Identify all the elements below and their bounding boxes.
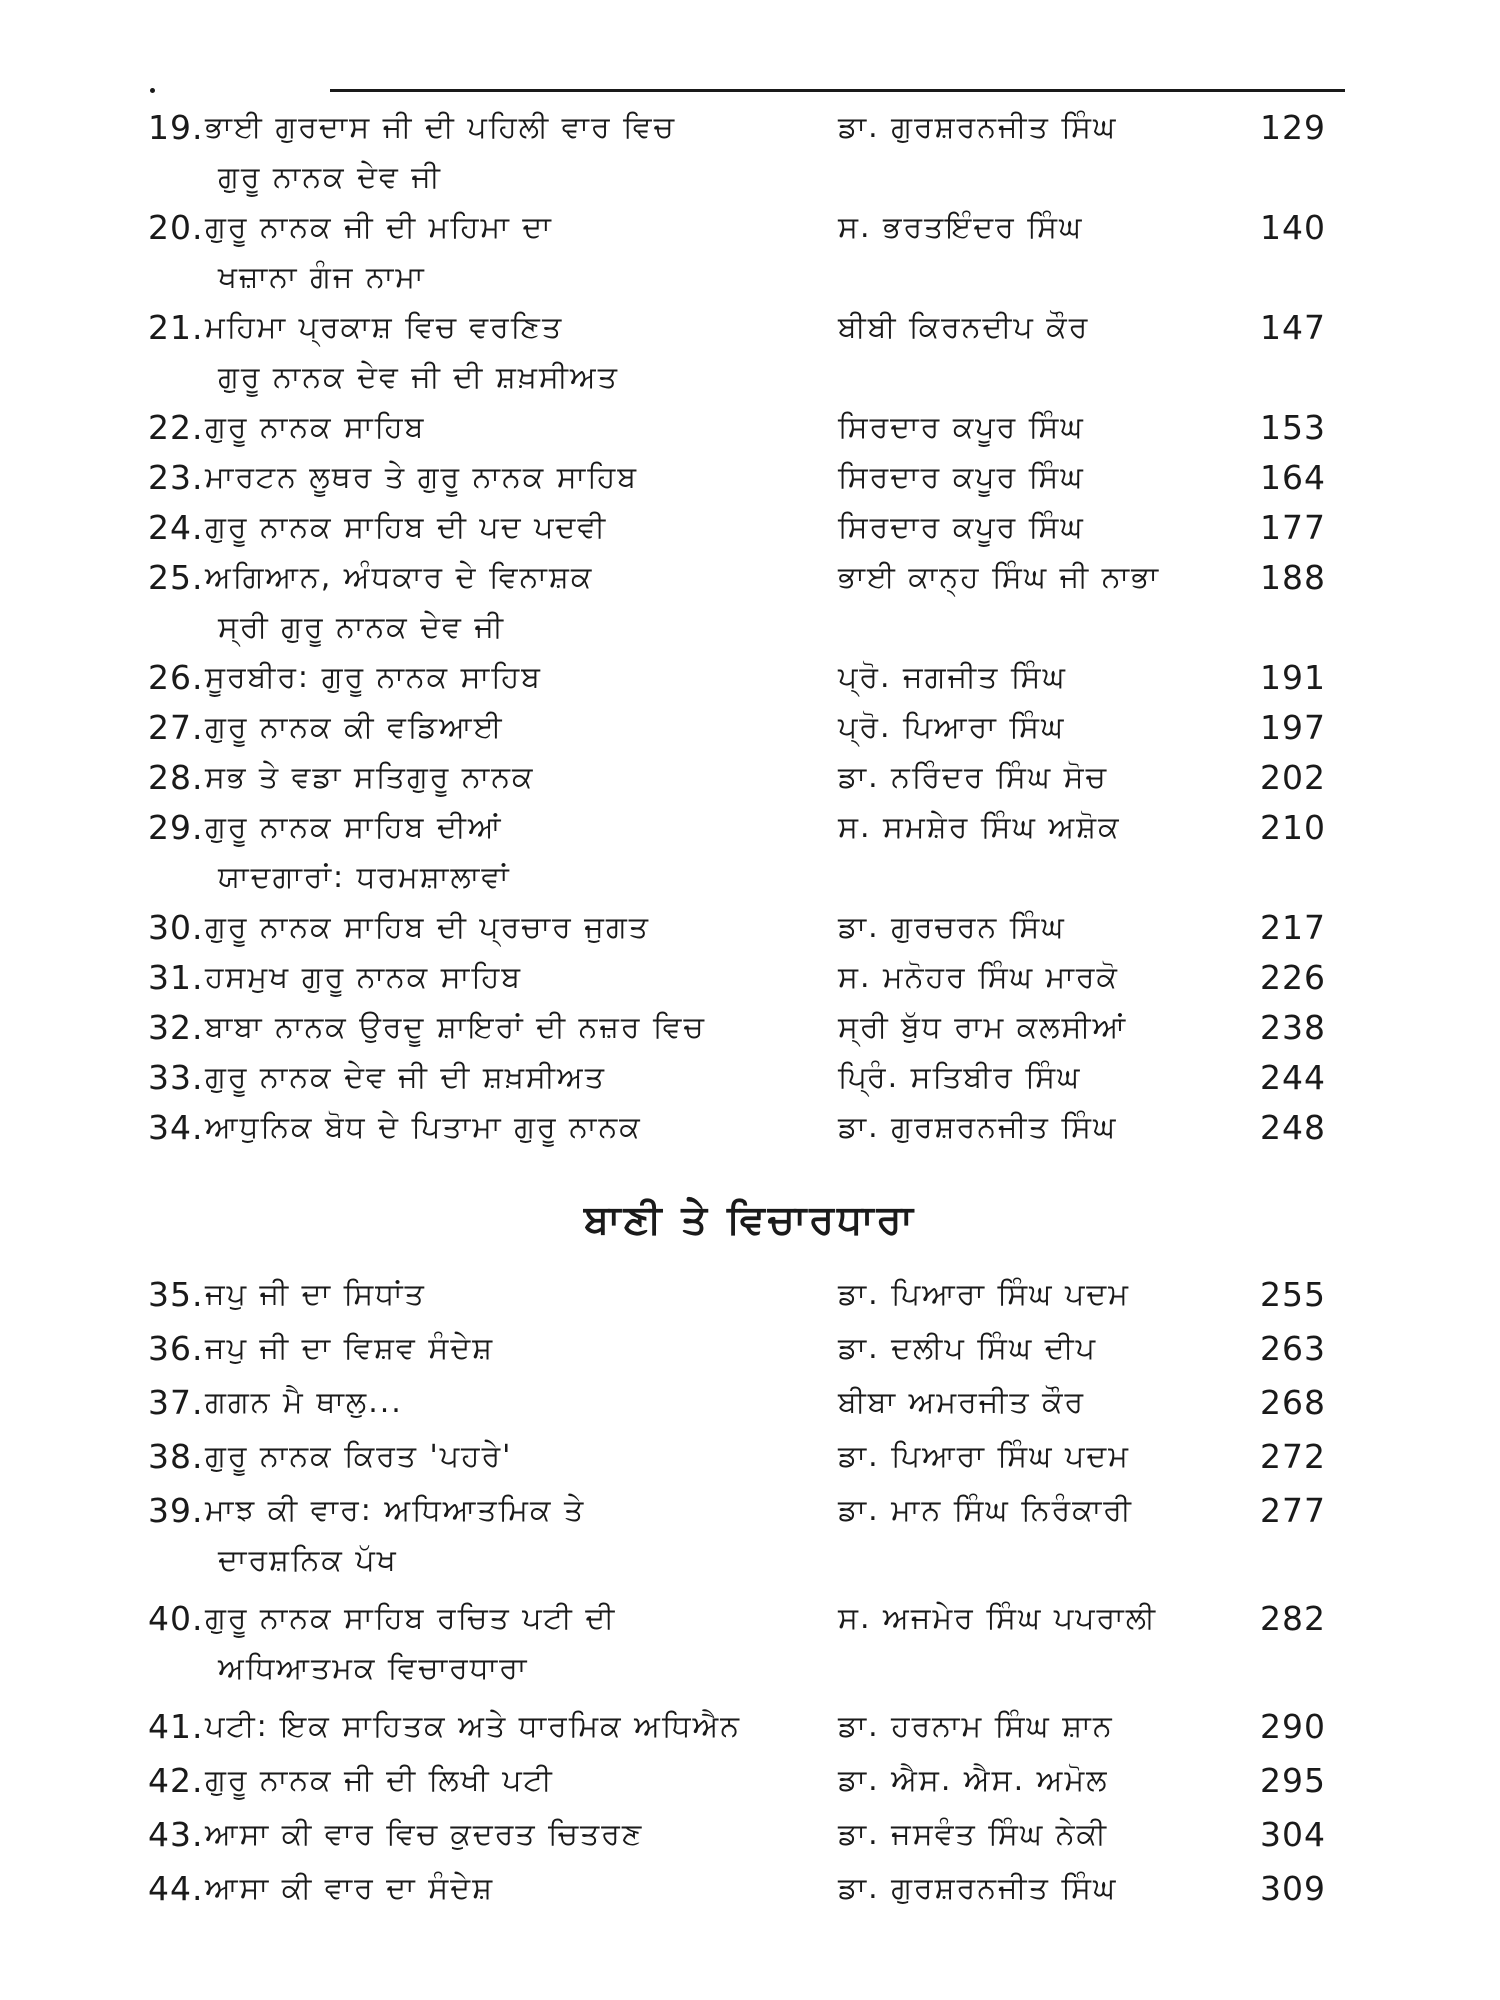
entry-title: ਮਹਿਮਾ ਪ੍ਰਕਾਸ਼ ਵਿਚ ਵਰਣਿਤ [205, 310, 564, 345]
entry-number: 33. [148, 1058, 204, 1097]
entry-number: 44. [148, 1869, 204, 1908]
entry-title: ਆਸਾ ਕੀ ਵਾਰ ਵਿਚ ਕੁਦਰਤ ਚਿਤਰਣ [205, 1817, 644, 1852]
entry-page-number: 244 [1260, 1058, 1326, 1097]
entry-number: 36. [148, 1329, 204, 1368]
toc-entry [0, 753, 1500, 803]
entry-number: 31. [148, 958, 204, 997]
entry-title: ਆਸਾ ਕੀ ਵਾਰ ਦਾ ਸੰਦੇਸ਼ [205, 1871, 495, 1906]
entry-number: 28. [148, 758, 204, 797]
entry-title-continued: ਯਾਦਗਾਰਾਂ: ਧਰਮਸ਼ਾਲਾਵਾਂ [218, 860, 511, 895]
toc-entry [0, 1864, 1500, 1918]
entry-page-number: 164 [1260, 458, 1326, 497]
toc-entry [0, 1810, 1500, 1864]
toc-entry [0, 703, 1500, 753]
entry-author: ਡਾ. ਗੁਰਸ਼ਰਨਜੀਤ ਸਿੰਘ [838, 110, 1118, 145]
entry-title-continued: ਦਾਰਸ਼ਨਿਕ ਪੱਖ [218, 1543, 398, 1578]
entry-author: ਡਾ. ਐਸ. ਐਸ. ਅਮੋਲ [838, 1763, 1109, 1798]
entry-author: ਪ੍ਰੋ. ਪਿਆਰਾ ਸਿੰਘ [838, 710, 1066, 745]
top-rule [330, 89, 1345, 92]
entry-number: 40. [148, 1599, 204, 1638]
entry-author: ਸਿਰਦਾਰ ਕਪੂਰ ਸਿੰਘ [838, 510, 1085, 545]
entry-title: ਮਾਝ ਕੀ ਵਾਰ: ਅਧਿਆਤਮਿਕ ਤੇ [205, 1493, 586, 1528]
entry-page-number: 282 [1260, 1599, 1326, 1638]
toc-entry [0, 1702, 1500, 1756]
entry-title: ਮਾਰਟਨ ਲੂਥਰ ਤੇ ਗੁਰੂ ਨਾਨਕ ਸਾਹਿਬ [205, 460, 639, 495]
entry-title: ਹਸਮੁਖ ਗੁਰੂ ਨਾਨਕ ਸਾਹਿਬ [205, 960, 523, 995]
toc-entry [0, 553, 1500, 653]
entry-page-number: 202 [1260, 758, 1326, 797]
entry-author: ਡਾ. ਪਿਆਰਾ ਸਿੰਘ ਪਦਮ [838, 1439, 1130, 1474]
page-mark [150, 88, 155, 93]
entry-title: ਗੁਰੂ ਨਾਨਕ ਸਾਹਿਬ ਦੀ ਪ੍ਰਚਾਰ ਜੁਗਤ [205, 910, 650, 945]
entry-page-number: 191 [1260, 658, 1326, 697]
entry-number: 38. [148, 1437, 204, 1476]
entry-title: ਸਭ ਤੇ ਵਡਾ ਸਤਿਗੁਰੂ ਨਾਨਕ [205, 760, 535, 795]
entry-author: ਬੀਬਾ ਅਮਰਜੀਤ ਕੌਰ [838, 1385, 1086, 1420]
entry-author: ਡਾ. ਪਿਆਰਾ ਸਿੰਘ ਪਦਮ [838, 1277, 1130, 1312]
entry-title: ਗੁਰੂ ਨਾਨਕ ਸਾਹਿਬ ਰਚਿਤ ਪਟੀ ਦੀ [205, 1601, 617, 1636]
entry-author: ਡਾ. ਦਲੀਪ ਸਿੰਘ ਦੀਪ [838, 1331, 1097, 1366]
entry-author: ਡਾ. ਗੁਰਚਰਨ ਸਿੰਘ [838, 910, 1066, 945]
entry-title: ਗੁਰੂ ਨਾਨਕ ਸਾਹਿਬ ਦੀਆਂ [205, 810, 503, 845]
entry-title: ਗੁਰੂ ਨਾਨਕ ਜੀ ਦੀ ਮਹਿਮਾ ਦਾ [205, 210, 553, 245]
toc-entry [0, 1053, 1500, 1103]
toc-section-1 [0, 103, 1500, 1153]
entry-number: 20. [148, 208, 204, 247]
entry-title: ਗੁਰੂ ਨਾਨਕ ਸਾਹਿਬ [205, 410, 426, 445]
entry-page-number: 226 [1260, 958, 1326, 997]
entry-number: 43. [148, 1815, 204, 1854]
entry-title-continued: ਗੁਰੂ ਨਾਨਕ ਦੇਵ ਜੀ ਦੀ ਸ਼ਖ਼ਸੀਅਤ [218, 360, 619, 395]
entry-page-number: 295 [1260, 1761, 1326, 1800]
entry-author: ਡਾ. ਮਾਨ ਸਿੰਘ ਨਿਰੰਕਾਰੀ [838, 1493, 1133, 1528]
toc-entry [0, 103, 1500, 203]
entry-title-continued: ਖਜ਼ਾਨਾ ਗੰਜ ਨਾਮਾ [218, 260, 426, 295]
entry-page-number: 277 [1260, 1491, 1326, 1530]
entry-page-number: 217 [1260, 908, 1326, 947]
entry-number: 39. [148, 1491, 204, 1530]
entry-page-number: 147 [1260, 308, 1326, 347]
entry-page-number: 238 [1260, 1008, 1326, 1047]
entry-page-number: 140 [1260, 208, 1326, 247]
entry-author: ਭਾਈ ਕਾਨ੍ਹ ਸਿੰਘ ਜੀ ਨਾਭਾ [838, 560, 1161, 595]
entry-page-number: 188 [1260, 558, 1326, 597]
toc-entry [0, 1486, 1500, 1594]
entry-author: ਡਾ. ਗੁਰਸ਼ਰਨਜੀਤ ਸਿੰਘ [838, 1871, 1118, 1906]
entry-number: 23. [148, 458, 204, 497]
entry-number: 21. [148, 308, 204, 347]
toc-entry [0, 453, 1500, 503]
entry-page-number: 129 [1260, 108, 1326, 147]
entry-title: ਗੁਰੂ ਨਾਨਕ ਜੀ ਦੀ ਲਿਖੀ ਪਟੀ [205, 1763, 554, 1798]
entry-page-number: 177 [1260, 508, 1326, 547]
toc-entry [0, 903, 1500, 953]
entry-author: ਸ੍ਰੀ ਬੁੱਧ ਰਾਮ ਕਲਸੀਆਂ [838, 1010, 1128, 1045]
entry-number: 29. [148, 808, 204, 847]
entry-title: ਅਗਿਆਨ, ਅੰਧਕਾਰ ਦੇ ਵਿਨਾਸ਼ਕ [205, 560, 594, 595]
entry-title: ਗੁਰੂ ਨਾਨਕ ਸਾਹਿਬ ਦੀ ਪਦ ਪਦਵੀ [205, 510, 608, 545]
entry-title: ਗਗਨ ਮੈ ਥਾਲੁ... [205, 1385, 403, 1420]
entry-number: 32. [148, 1008, 204, 1047]
entry-author: ਸ. ਭਰਤਇੰਦਰ ਸਿੰਘ [838, 210, 1084, 245]
toc-entry [0, 1270, 1500, 1324]
entry-number: 34. [148, 1108, 204, 1147]
entry-title-continued: ਗੁਰੂ ਨਾਨਕ ਦੇਵ ਜੀ [218, 160, 442, 195]
entry-page-number: 309 [1260, 1869, 1326, 1908]
toc-entry [0, 1594, 1500, 1702]
entry-author: ਡਾ. ਜਸਵੰਤ ਸਿੰਘ ਨੇਕੀ [838, 1817, 1108, 1852]
entry-author: ਪ੍ਰੋ. ਜਗਜੀਤ ਸਿੰਘ [838, 660, 1067, 695]
entry-number: 24. [148, 508, 204, 547]
toc-entry [0, 503, 1500, 553]
entry-number: 42. [148, 1761, 204, 1800]
toc-entry [0, 803, 1500, 903]
entry-page-number: 153 [1260, 408, 1326, 447]
entry-title: ਪਟੀ: ਇਕ ਸਾਹਿਤਕ ਅਤੇ ਧਾਰਮਿਕ ਅਧਿਐਨ [205, 1709, 741, 1744]
entry-title-continued: ਅਧਿਆਤਮਕ ਵਿਚਾਰਧਾਰਾ [218, 1651, 529, 1686]
toc-section-2 [0, 1270, 1500, 1918]
entry-page-number: 197 [1260, 708, 1326, 747]
entry-author: ਬੀਬੀ ਕਿਰਨਦੀਪ ਕੌਰ [838, 310, 1090, 345]
toc-entry [0, 1324, 1500, 1378]
entry-page-number: 268 [1260, 1383, 1326, 1422]
toc-entry [0, 653, 1500, 703]
entry-title: ਗੁਰੂ ਨਾਨਕ ਕੀ ਵਡਿਆਈ [205, 710, 504, 745]
entry-page-number: 304 [1260, 1815, 1326, 1854]
entry-title: ਸੂਰਬੀਰ: ਗੁਰੂ ਨਾਨਕ ਸਾਹਿਬ [205, 660, 543, 695]
entry-title: ਜਪੁ ਜੀ ਦਾ ਵਿਸ਼ਵ ਸੰਦੇਸ਼ [205, 1331, 495, 1366]
entry-number: 37. [148, 1383, 204, 1422]
entry-title: ਬਾਬਾ ਨਾਨਕ ਉਰਦੂ ਸ਼ਾਇਰਾਂ ਦੀ ਨਜ਼ਰ ਵਿਚ [205, 1010, 706, 1045]
entry-title: ਭਾਈ ਗੁਰਦਾਸ ਜੀ ਦੀ ਪਹਿਲੀ ਵਾਰ ਵਿਚ [205, 110, 676, 145]
entry-number: 19. [148, 108, 204, 147]
toc-entry [0, 203, 1500, 303]
entry-author: ਸਿਰਦਾਰ ਕਪੂਰ ਸਿੰਘ [838, 410, 1085, 445]
entry-page-number: 248 [1260, 1108, 1326, 1147]
entry-author: ਪ੍ਰਿੰ. ਸਤਿਬੀਰ ਸਿੰਘ [838, 1060, 1082, 1095]
toc-entry [0, 403, 1500, 453]
section-heading: ਬਾਣੀ ਤੇ ਵਿਚਾਰਧਾਰਾ [584, 1197, 916, 1243]
entry-page-number: 255 [1260, 1275, 1326, 1314]
entry-number: 22. [148, 408, 204, 447]
entry-title: ਗੁਰੂ ਨਾਨਕ ਦੇਵ ਜੀ ਦੀ ਸ਼ਖ਼ਸੀਅਤ [205, 1060, 606, 1095]
entry-title: ਆਧੁਨਿਕ ਬੋਧ ਦੇ ਪਿਤਾਮਾ ਗੁਰੂ ਨਾਨਕ [205, 1110, 642, 1145]
entry-author: ਸ. ਅਜਮੇਰ ਸਿੰਘ ਪਪਰਾਲੀ [838, 1601, 1158, 1636]
toc-entry [0, 1378, 1500, 1432]
entry-author: ਸਿਰਦਾਰ ਕਪੂਰ ਸਿੰਘ [838, 460, 1085, 495]
entry-number: 27. [148, 708, 204, 747]
entry-author: ਸ. ਮਨੋਹਰ ਸਿੰਘ ਮਾਰਕੋ [838, 960, 1119, 995]
entry-number: 25. [148, 558, 204, 597]
entry-page-number: 210 [1260, 808, 1326, 847]
entry-number: 30. [148, 908, 204, 947]
toc-entry [0, 1756, 1500, 1810]
entry-author: ਡਾ. ਨਰਿੰਦਰ ਸਿੰਘ ਸੋਚ [838, 760, 1108, 795]
toc-entry [0, 953, 1500, 1003]
entry-page-number: 272 [1260, 1437, 1326, 1476]
entry-number: 35. [148, 1275, 204, 1314]
toc-entry [0, 303, 1500, 403]
entry-author: ਡਾ. ਗੁਰਸ਼ਰਨਜੀਤ ਸਿੰਘ [838, 1110, 1118, 1145]
toc-entry [0, 1103, 1500, 1153]
entry-page-number: 263 [1260, 1329, 1326, 1368]
entry-title-continued: ਸ੍ਰੀ ਗੁਰੂ ਨਾਨਕ ਦੇਵ ਜੀ [218, 610, 506, 645]
entry-number: 26. [148, 658, 204, 697]
toc-entry [0, 1432, 1500, 1486]
entry-title: ਜਪੁ ਜੀ ਦਾ ਸਿਧਾਂਤ [205, 1277, 426, 1312]
toc-entry [0, 1003, 1500, 1053]
entry-author: ਡਾ. ਹਰਨਾਮ ਸਿੰਘ ਸ਼ਾਨ [838, 1709, 1114, 1744]
entry-title: ਗੁਰੂ ਨਾਨਕ ਕਿਰਤ 'ਪਹਰੇ' [205, 1439, 513, 1474]
entry-author: ਸ. ਸਮਸ਼ੇਰ ਸਿੰਘ ਅਸ਼ੋਕ [838, 810, 1121, 845]
entry-page-number: 290 [1260, 1707, 1326, 1746]
entry-number: 41. [148, 1707, 204, 1746]
